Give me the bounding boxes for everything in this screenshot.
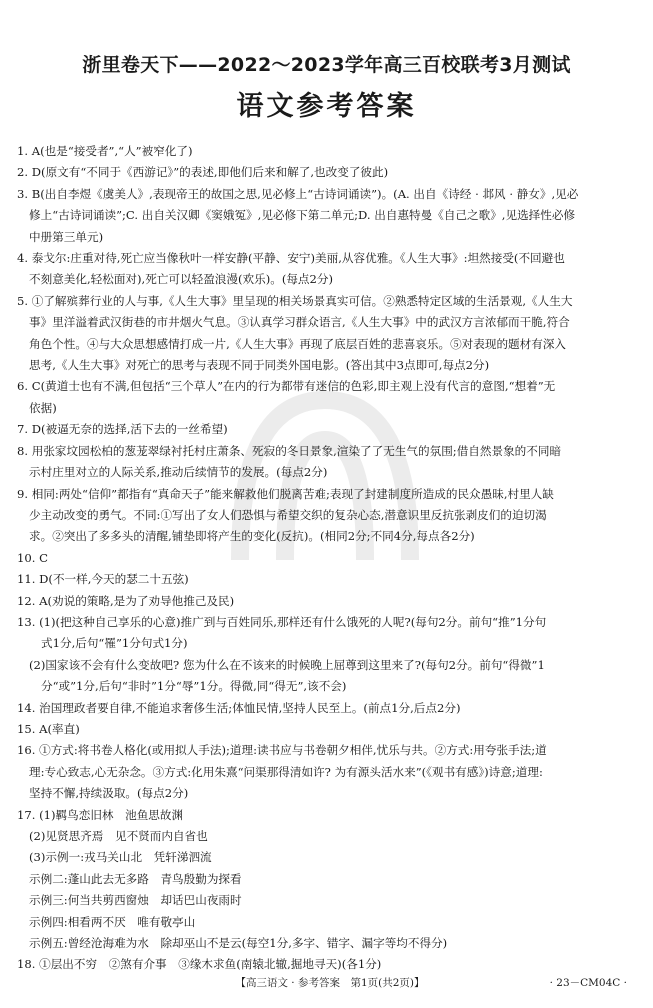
answer-item-3: [17, 184, 639, 248]
answer-line: 14. 治国理政者要自律,不能追求奢侈生活;体恤民情,坚持人民至上。(前点1分,后点2分): [17, 700, 461, 715]
answer-line: 8. 用张家坟园松柏的葱茏翠绿衬托村庄萧条、死寂的冬日景象,渲染了了无生气的氛围;借自然景象的不同暗: [17, 443, 562, 458]
answer-list: [17, 141, 639, 976]
answer-line: 17. (1)羁鸟恋旧林 池鱼思故渊: [17, 807, 184, 822]
footer-page-label: 【高三语文 · 参考答案 第1页(共2页)】: [235, 977, 425, 989]
answer-line: 5. ①了解殡葬行业的人与事,《人生大事》里呈现的相关场景真实可信。②熟悉特定区域的生活景观,《人生大: [17, 293, 573, 308]
answer-item-1: [17, 141, 639, 162]
answer-line: 16. ①方式:将书卷人格化(或用拟人手法);道理:读书应与书卷朝夕相伴,忧乐与共。②方式:用夸张手法;道: [17, 743, 547, 758]
answer-item-18: [17, 954, 639, 975]
answer-line: 分“或”1分,后句“非时”1分“辱”1分。得微,同“得无”,该不会): [41, 679, 347, 694]
footer-code: · 23－CM04C ·: [549, 977, 627, 989]
document-title: 语文参考答案: [236, 91, 417, 122]
answer-line: 3. B(出自李煜《虞美人》,表现帝王的故国之思,见必修上“古诗词诵读”)。(A. 出自《诗经 · 邶风 · 静女》,见必: [17, 186, 579, 201]
answer-item-9: [17, 484, 639, 548]
page-footer: [0, 975, 653, 991]
answer-line: 少主动改变的勇气。不同:①写出了女人们恐惧与希望交织的复杂心态,潜意识里反抗张剥皮们的迫切渴: [29, 507, 547, 522]
answer-line: (3)示例一:戎马关山北 凭轩涕泗流: [29, 850, 212, 865]
answer-item-16: [17, 740, 639, 804]
answer-line: 中册第三单元): [29, 229, 104, 244]
answer-line: (2)见贤思齐焉 见不贤而内自省也: [29, 829, 208, 843]
answer-item-6: [17, 376, 639, 419]
answer-line: 示例二:蓬山此去无多路 青鸟殷勤为探看: [29, 871, 242, 886]
answer-item-14: [17, 698, 639, 719]
answer-item-12: [17, 591, 639, 612]
answer-item-15: [17, 719, 639, 740]
answer-item-5: [17, 291, 639, 377]
answer-line: 示例五:曾经沧海难为水 除却巫山不是云(每空1分,多字、错字、漏字等均不得分): [29, 936, 448, 951]
answer-item-10: [17, 548, 639, 569]
answer-line: 10. C: [17, 550, 48, 565]
answer-line: 示村庄里对立的人际关系,推动后续情节的发展。(每点2分): [29, 465, 328, 480]
answer-line: 依据): [29, 400, 57, 415]
answer-line: 不刻意美化,轻松面对),死亡可以轻盈浪漫(欢乐)。(每点2分): [29, 272, 334, 287]
answer-line: 9. 相同:两处“信仰”都指有“真命天子”能来解救他们脱离苦难;表现了封建制度所造成的民众愚昧,村里人缺: [17, 486, 554, 501]
answer-line: 事》里洋溢着武汉街巷的市井烟火气息。③认真学习群众语言,《人生大事》中的武汉方言浓郁而干脆,符合: [29, 315, 570, 330]
answer-line: 18. ①层出不穷 ②煞有介事 ③缘木求鱼(南辕北辙,掘地寻天)(各1分): [17, 957, 382, 972]
answer-item-7: [17, 419, 639, 440]
answer-item-13: [17, 612, 639, 698]
answer-line: 2. D(原文有“不同于《西游记》”的表述,即他们后来和解了,也改变了彼此): [17, 165, 389, 180]
answer-line: 坚持不懈,持续汲取。(每点2分): [29, 786, 189, 801]
exam-title: 浙里卷天下——2022～2023学年高三百校联考3月测试: [82, 54, 571, 76]
answer-line: 式1分,后句“罹”1分句式1分): [41, 636, 188, 651]
answer-line: 理:专心致志,心无杂念。③方式:化用朱熹“问渠那得清如许? 为有源头活水来”(《观书有感》)诗意;道理:: [29, 764, 543, 779]
answer-line: 11. D(不一样,今天的瑟二十五弦): [17, 572, 189, 587]
answer-line: 1. A(也是“接受者”,“人”被窄化了): [17, 144, 193, 158]
answer-line: 12. A(劝说的策略,是为了劝导他推己及民): [17, 593, 235, 608]
answer-line: 思考,《人生大事》对死亡的思考与表现不同于同类外国电影。(答出其中3点即可,每点2分): [29, 358, 490, 373]
answer-line: 求。②突出了多多头的清醒,铺垫即将产生的变化(反抗)。(相同2分;不同4分,每点各2分): [29, 529, 475, 544]
answer-line: 4. 泰戈尔:庄重对待,死亡应当像秋叶一样安静(平静、安宁)美丽,从容优雅。《人生大事》:坦然接受(不回避也: [17, 251, 565, 266]
answer-item-4: [17, 248, 639, 291]
answer-item-17: [17, 805, 639, 955]
answer-item-8: [17, 441, 639, 484]
answer-line: 6. C(黄道士也有不满,但包括“三个草人”在内的行为都带有迷信的色彩,即主观上没有代言的意图,“想着”无: [17, 379, 556, 394]
answer-line: 15. A(率直): [17, 721, 80, 736]
answer-item-11: [17, 569, 639, 590]
answer-line: 13. (1)(把这种自己享乐的心意)推广到与百姓同乐,那样还有什么饿死的人呢?(每句2分。前句“推”1分句: [17, 614, 547, 629]
answer-line: 示例四:相看两不厌 唯有敬亭山: [29, 914, 196, 929]
answer-line: 角色个性。④与大众思想感情打成一片,《人生大事》再现了底层百姓的悲喜哀乐。⑤对表现的题材有深入: [29, 336, 567, 351]
answer-item-2: [17, 162, 639, 183]
answer-line: 7. D(被逼无奈的选择,活下去的一丝希望): [17, 422, 228, 437]
answer-line: 修上“古诗词诵读”;C. 出自关汉卿《窦娥冤》,见必修下第二单元;D. 出自惠特曼《自己之歌》,见选择性必修: [29, 208, 576, 223]
answer-line: (2)国家该不会有什么变故吧? 您为什么在不该来的时候晚上屈尊到这里来了?(每句2分。前句“得微”1: [29, 657, 545, 672]
answer-line: 示例三:何当共剪西窗烛 却话巴山夜雨时: [29, 893, 242, 908]
